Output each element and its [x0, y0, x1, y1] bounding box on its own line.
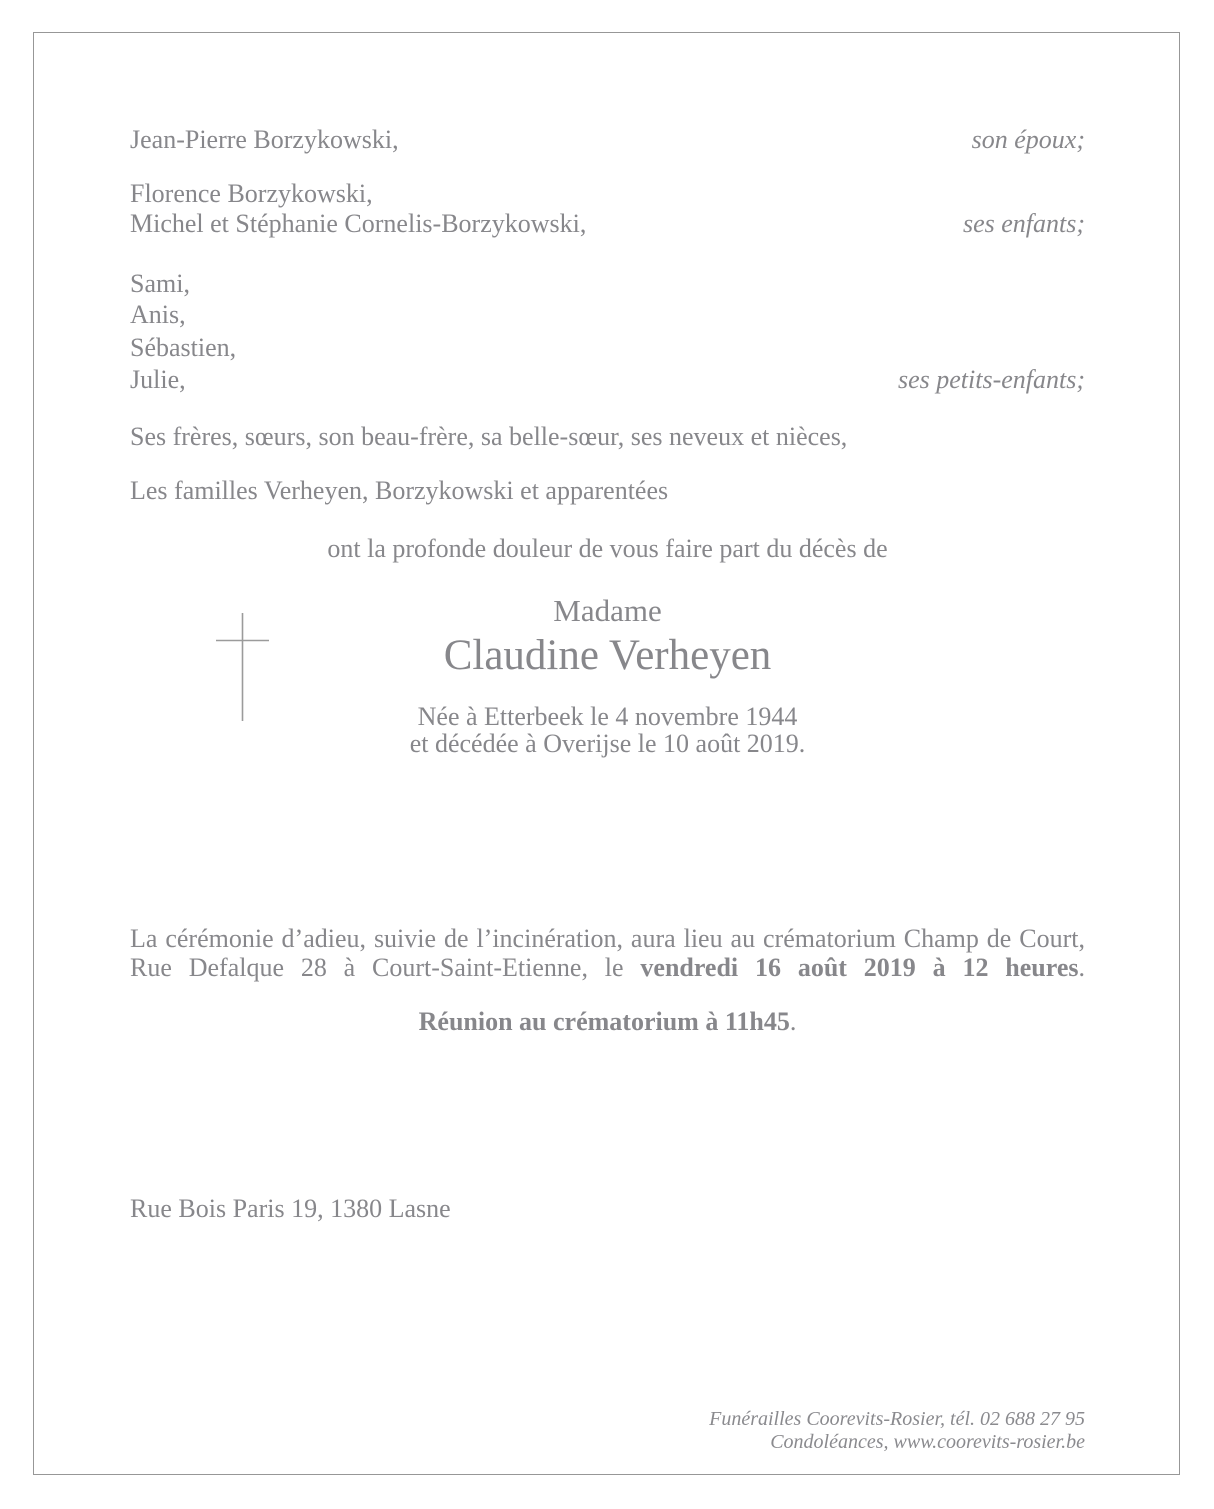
- relative-row: [130, 364, 1085, 396]
- ceremony-paragraph: [130, 924, 1085, 982]
- relative-row: [130, 332, 1085, 364]
- relative-name: Julie,: [130, 365, 186, 394]
- deceased-name: Claudine Verheyen: [443, 632, 772, 679]
- birth-line: Née à Etterbeek le 4 novembre 1944: [417, 702, 798, 731]
- life-dates: [130, 703, 1085, 757]
- reunion-line: [130, 1006, 1085, 1038]
- death-line: et décédée à Overijse le 10 août 2019.: [409, 729, 806, 758]
- relative-row: [130, 208, 1085, 240]
- relative-row: [130, 299, 1085, 331]
- family-address: Rue Bois Paris 19, 1380 Lasne: [130, 1194, 451, 1223]
- reunion-text: Réunion au crématorium à 11h45: [418, 1007, 790, 1036]
- ceremony-text: La cérémonie d’adieu, suivie de l’incinération, aura lieu au crématorium Champ de Court, Rue Defalque 28 à Court-Saint-Etienne, le: [130, 924, 1085, 982]
- relative-name: Anis,: [130, 300, 186, 329]
- relationship-label: son époux;: [971, 125, 1085, 154]
- relative-name: Ses frères, sœurs, son beau-frère, sa belle-sœur, ses neveux et nièces,: [130, 422, 848, 451]
- reunion-period: .: [789, 1007, 797, 1036]
- relative-row: [130, 475, 1085, 507]
- funeral-home-line: Funérailles Coorevits-Rosier, tél. 02 688 27 95: [709, 1408, 1085, 1430]
- announcement-intro: ont la profonde douleur de vous faire part du décès de: [327, 534, 888, 563]
- honorific: Madame: [553, 593, 662, 628]
- relative-name: Les familles Verheyen, Borzykowski et apparentées: [130, 476, 669, 505]
- relative-row: [130, 178, 1085, 210]
- funeral-home-footer: [709, 1408, 1085, 1454]
- relationship-label: ses petits-enfants;: [897, 365, 1085, 394]
- ceremony-period: .: [1078, 953, 1085, 982]
- relative-row: [130, 124, 1085, 156]
- relative-name: Sébastien,: [130, 333, 237, 362]
- relative-row: [130, 268, 1085, 300]
- relative-row: [130, 421, 1085, 453]
- relative-name: Jean-Pierre Borzykowski,: [130, 125, 399, 154]
- relationship-label: ses enfants;: [962, 209, 1085, 238]
- condolences-line: Condoléances, www.coorevits-rosier.be: [770, 1431, 1085, 1453]
- relative-name: Michel et Stéphanie Cornelis-Borzykowski,: [130, 209, 587, 238]
- relative-name: Florence Borzykowski,: [130, 179, 373, 208]
- ceremony-datetime: vendredi 16 août 2019 à 12 heures: [640, 953, 1079, 982]
- relative-name: Sami,: [130, 269, 190, 298]
